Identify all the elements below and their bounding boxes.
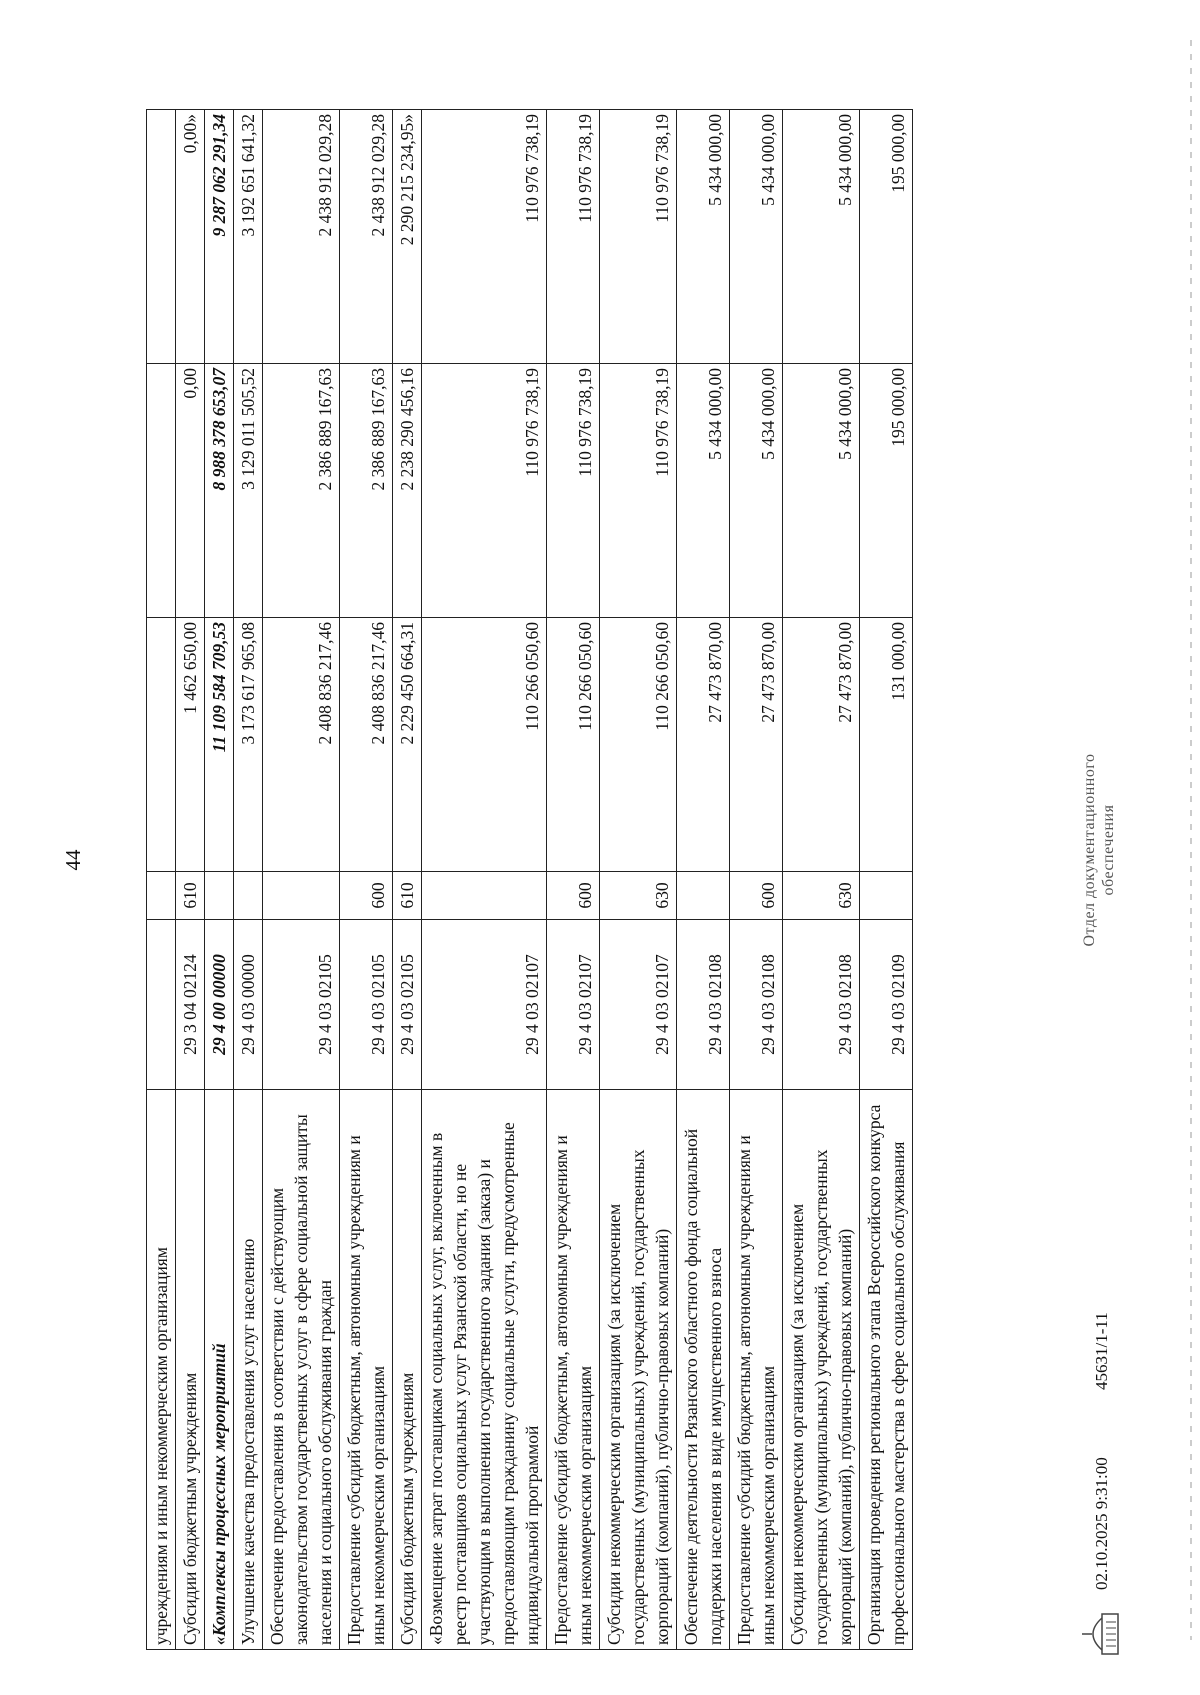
cell-value-2026: 0,00 [176,364,205,618]
cell-csr: 29 4 03 02108 [677,920,730,1090]
cell-name: Предоставление субсидий бюджетным, автономным учреждениям и иным некоммерческим организациям [730,1090,783,1650]
table-row [860,110,913,1650]
cell-value-2027: 5 434 000,00 [730,110,783,364]
cell-value-2025: 2 229 450 664,31 [393,618,422,872]
cell-value-2026: 2 386 889 167,63 [340,364,393,618]
cell-value-2026: 2 386 889 167,63 [263,364,340,618]
cell-value-2026 [147,364,176,618]
department-stamp [1080,740,1118,960]
department-line-2: обеспечения [1100,804,1117,896]
cell-vr [860,872,913,920]
cell-name: Предоставление субсидий бюджетным, автономным учреждениям и иным некоммерческим организациям [340,1090,393,1650]
cell-value-2026: 5 434 000,00 [677,364,730,618]
cell-vr: 610 [176,872,205,920]
cell-name: «Возмещение затрат поставщикам социальных услуг, включенным в реестр поставщиков социальных услуг Рязанской области, но не участвующим в выполнении государственного задания (заказа) и предоставляющим гражданину социальные услуги, предусмотренные индивидуальной программой [422,1090,547,1650]
table-row [234,110,263,1650]
table-row [263,110,340,1650]
table-row [677,110,730,1650]
cell-value-2025: 110 266 050,60 [600,618,677,872]
cell-value-2027: 5 434 000,00 [783,110,860,364]
table-row [783,110,860,1650]
table-row [393,110,422,1650]
cell-value-2027: 0,00» [176,110,205,364]
cell-value-2025: 1 462 650,00 [176,618,205,872]
cell-value-2027: 2 438 912 029,28 [340,110,393,364]
cell-vr [422,872,547,920]
cell-vr [263,872,340,920]
cell-value-2026: 8 988 378 653,07 [205,364,234,618]
cell-name: Обеспечение предоставления в соответствии с действующим законодательством государственных услуг в сфере социальной защиты населения и социального обслуживания граждан [263,1090,340,1650]
cell-value-2026: 110 976 738,19 [600,364,677,618]
cell-vr [234,872,263,920]
cell-value-2025: 110 266 050,60 [422,618,547,872]
cell-vr: 600 [730,872,783,920]
cell-value-2025: 2 408 836 217,46 [340,618,393,872]
cell-value-2027 [147,110,176,364]
table-row [547,110,600,1650]
cell-csr: 29 3 04 02124 [176,920,205,1090]
table-row [340,110,393,1650]
cell-name: учреждениям и иным некоммерческим организациям [147,1090,176,1650]
cell-vr: 600 [340,872,393,920]
cell-vr: 610 [393,872,422,920]
cell-value-2027: 2 438 912 029,28 [263,110,340,364]
table-row [176,110,205,1650]
cell-name: Субсидии бюджетным учреждениям [393,1090,422,1650]
cell-csr: 29 4 03 00000 [234,920,263,1090]
cell-value-2027: 110 976 738,19 [600,110,677,364]
cell-vr: 630 [600,872,677,920]
cell-value-2025 [147,618,176,872]
cell-csr: 29 4 03 02107 [600,920,677,1090]
cell-value-2026: 2 238 290 456,16 [393,364,422,618]
cell-name: Предоставление субсидий бюджетным, автономным учреждениям и иным некоммерческим организациям [547,1090,600,1650]
table-row [600,110,677,1650]
cell-value-2027: 110 976 738,19 [547,110,600,364]
cell-name: Обеспечение деятельности Рязанского областного фонда социальной поддержки населения в виде имущественного взноса [677,1090,730,1650]
cell-name: Организация проведения регионального этапа Всероссийского конкурса профессионального мастерства в сфере социального обслуживания [860,1090,913,1650]
cell-value-2027: 9 287 062 291,34 [205,110,234,364]
budget-table [146,109,913,1650]
cell-value-2027: 195 000,00 [860,110,913,364]
cell-name: Улучшение качества предоставления услуг населению [234,1090,263,1650]
cell-csr: 29 4 03 02107 [547,920,600,1090]
cell-value-2025: 11 109 584 709,53 [205,618,234,872]
cell-vr: 600 [547,872,600,920]
cell-value-2027: 5 434 000,00 [677,110,730,364]
cell-csr: 29 4 03 02108 [783,920,860,1090]
cell-name: Субсидии некоммерческим организациям (за исключением государственных (муниципальных) учреждений, государственных корпораций (компаний), публично-правовых компаний) [600,1090,677,1650]
cell-vr [147,872,176,920]
cell-value-2026: 5 434 000,00 [730,364,783,618]
table-row [422,110,547,1650]
cell-vr [677,872,730,920]
department-line-1: Отдел документационного [1081,753,1098,947]
budget-table-container [146,110,913,1650]
cell-name: Субсидии некоммерческим организациям (за исключением государственных (муниципальных) учреждений, государственных корпораций (компаний), публично-правовых компаний) [783,1090,860,1650]
scan-edge-mark [1190,40,1192,1640]
cell-value-2025: 2 408 836 217,46 [263,618,340,872]
cell-csr: 29 4 00 00000 [205,920,234,1090]
page-footer [1080,620,1200,1660]
cell-value-2026: 5 434 000,00 [783,364,860,618]
cell-value-2025: 110 266 050,60 [547,618,600,872]
cell-name: Субсидии бюджетным учреждениям [176,1090,205,1650]
cell-csr: 29 4 03 02105 [393,920,422,1090]
table-row [205,110,234,1650]
cell-csr: 29 4 03 02109 [860,920,913,1090]
cell-csr [147,920,176,1090]
cell-csr: 29 4 03 02107 [422,920,547,1090]
coat-of-arms-icon [1080,1608,1122,1660]
cell-value-2026: 110 976 738,19 [547,364,600,618]
cell-csr: 29 4 03 02105 [340,920,393,1090]
cell-value-2025: 27 473 870,00 [677,618,730,872]
cell-csr: 29 4 03 02108 [730,920,783,1090]
cell-value-2026: 110 976 738,19 [422,364,547,618]
cell-value-2027: 2 290 215 234,95» [393,110,422,364]
cell-csr: 29 4 03 02105 [263,920,340,1090]
footer-date: 02.10.2025 9:31:00 [1092,1457,1111,1590]
cell-value-2025: 131 000,00 [860,618,913,872]
table-row [147,110,176,1650]
cell-value-2026: 195 000,00 [860,364,913,618]
page-number: 44 [61,849,85,871]
cell-value-2025: 27 473 870,00 [783,618,860,872]
cell-vr [205,872,234,920]
cell-value-2025: 27 473 870,00 [730,618,783,872]
cell-value-2026: 3 129 011 505,52 [234,364,263,618]
table-row [730,110,783,1650]
cell-value-2027: 110 976 738,19 [422,110,547,364]
cell-value-2025: 3 173 617 965,08 [234,618,263,872]
cell-name: «Комплексы процессных мероприятий [205,1090,234,1650]
cell-value-2027: 3 192 651 641,32 [234,110,263,364]
footer-doc-number: 45631/1-11 [1092,1312,1111,1390]
cell-vr: 630 [783,872,860,920]
